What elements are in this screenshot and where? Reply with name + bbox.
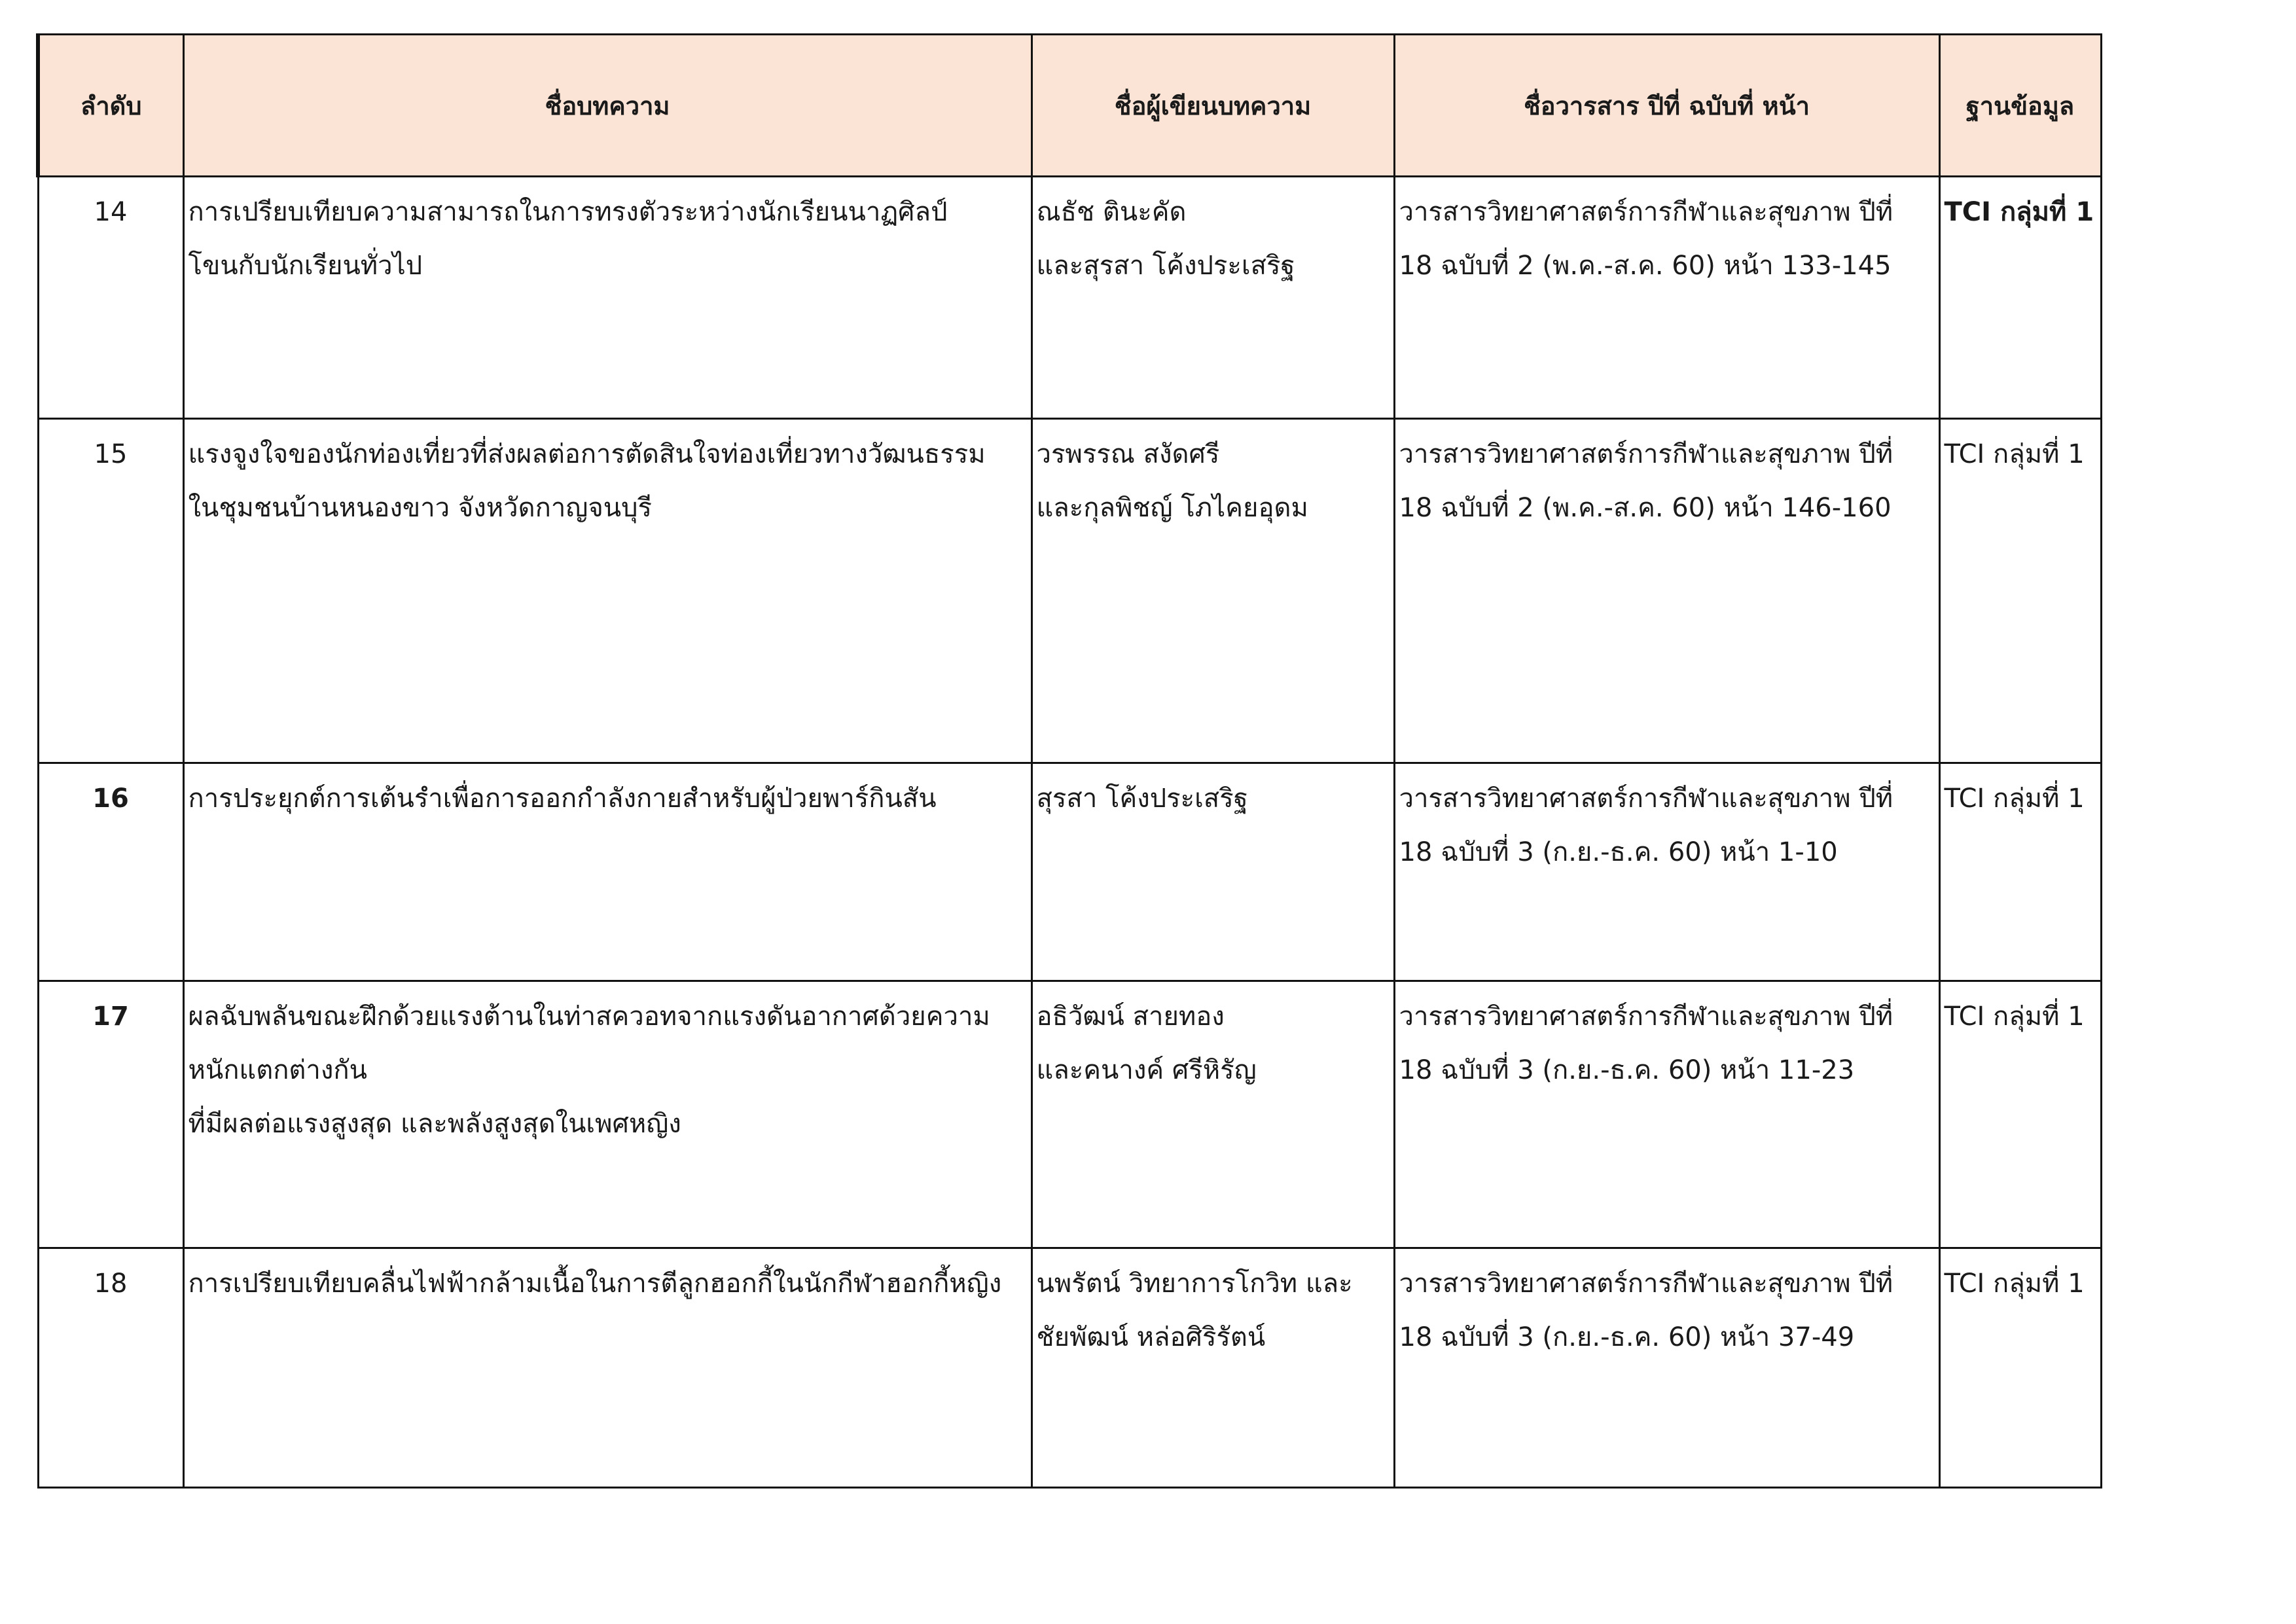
- table-row: [38, 1248, 2101, 1488]
- cell-title: ผลฉับพลันขณะฝึกด้วยแรงต้านในท่าสควอทจากแรงดันอากาศด้วยความ หนักแตกต่างกัน ที่มีผลต่อแรงสูงสุด และพลังสูงสุดในเพศหญิง: [183, 981, 1031, 1248]
- header-journal: ชื่อวารสาร ปีที่ ฉบับที่ หน้า: [1394, 35, 1939, 177]
- cell-authors: อธิวัฒน์ สายทอง และคนางค์ ศรีหิรัญ: [1031, 981, 1394, 1248]
- table-row: [38, 763, 2101, 981]
- table-row: [38, 981, 2101, 1248]
- cell-no: 16: [38, 763, 183, 981]
- cell-no: 15: [38, 419, 183, 763]
- header-row: [38, 35, 2101, 177]
- publications-table: [36, 33, 2102, 1489]
- table-row: [38, 419, 2101, 763]
- cell-database: TCI กลุ่มที่ 1: [1939, 177, 2101, 419]
- cell-authors: นพรัตน์ วิทยาการโกวิท และ ชัยพัฒน์ หล่อศิริรัตน์: [1031, 1248, 1394, 1488]
- header-database: ฐานข้อมูล: [1939, 35, 2101, 177]
- cell-journal: วารสารวิทยาศาสตร์การกีฬาและสุขภาพ ปีที่ 18 ฉบับที่ 3 (ก.ย.-ธ.ค. 60) หน้า 37-49: [1394, 1248, 1939, 1488]
- header-title: ชื่อบทความ: [183, 35, 1031, 177]
- cell-database: TCI กลุ่มที่ 1: [1939, 981, 2101, 1248]
- cell-journal: วารสารวิทยาศาสตร์การกีฬาและสุขภาพ ปีที่ 18 ฉบับที่ 2 (พ.ค.-ส.ค. 60) หน้า 133-145: [1394, 177, 1939, 419]
- cell-title: แรงจูงใจของนักท่องเที่ยวที่ส่งผลต่อการตัดสินใจท่องเที่ยวทางวัฒนธรรม ในชุมชนบ้านหนองขาว จังหวัดกาญจนบุรี: [183, 419, 1031, 763]
- table-body: [38, 177, 2101, 1488]
- cell-journal: วารสารวิทยาศาสตร์การกีฬาและสุขภาพ ปีที่ 18 ฉบับที่ 2 (พ.ค.-ส.ค. 60) หน้า 146-160: [1394, 419, 1939, 763]
- cell-authors: ณธัช ตินะคัด และสุรสา โค้งประเสริฐ: [1031, 177, 1394, 419]
- cell-authors: วรพรรณ สงัดศรี และกุลพิชญ์ โภไคยอุดม: [1031, 419, 1394, 763]
- cell-title: การเปรียบเทียบความสามารถในการทรงตัวระหว่างนักเรียนนาฏศิลป์ โขนกับนักเรียนทั่วไป: [183, 177, 1031, 419]
- cell-journal: วารสารวิทยาศาสตร์การกีฬาและสุขภาพ ปีที่ 18 ฉบับที่ 3 (ก.ย.-ธ.ค. 60) หน้า 11-23: [1394, 981, 1939, 1248]
- cell-database: TCI กลุ่มที่ 1: [1939, 1248, 2101, 1488]
- cell-authors: สุรสา โค้งประเสริฐ: [1031, 763, 1394, 981]
- cell-no: 17: [38, 981, 183, 1248]
- cell-database: TCI กลุ่มที่ 1: [1939, 763, 2101, 981]
- header-authors: ชื่อผู้เขียนบทความ: [1031, 35, 1394, 177]
- cell-database: TCI กลุ่มที่ 1: [1939, 419, 2101, 763]
- cell-title: การเปรียบเทียบคลื่นไฟฟ้ากล้ามเนื้อในการตีลูกฮอกกี้ในนักกีฬาฮอกกี้หญิง: [183, 1248, 1031, 1488]
- cell-journal: วารสารวิทยาศาสตร์การกีฬาและสุขภาพ ปีที่ 18 ฉบับที่ 3 (ก.ย.-ธ.ค. 60) หน้า 1-10: [1394, 763, 1939, 981]
- table-row: [38, 177, 2101, 419]
- cell-title: การประยุกต์การเต้นรำเพื่อการออกกำลังกายสำหรับผู้ป่วยพาร์กินสัน: [183, 763, 1031, 981]
- header-no: ลำดับ: [38, 35, 183, 177]
- cell-no: 18: [38, 1248, 183, 1488]
- cell-no: 14: [38, 177, 183, 419]
- table-header: [38, 35, 2101, 177]
